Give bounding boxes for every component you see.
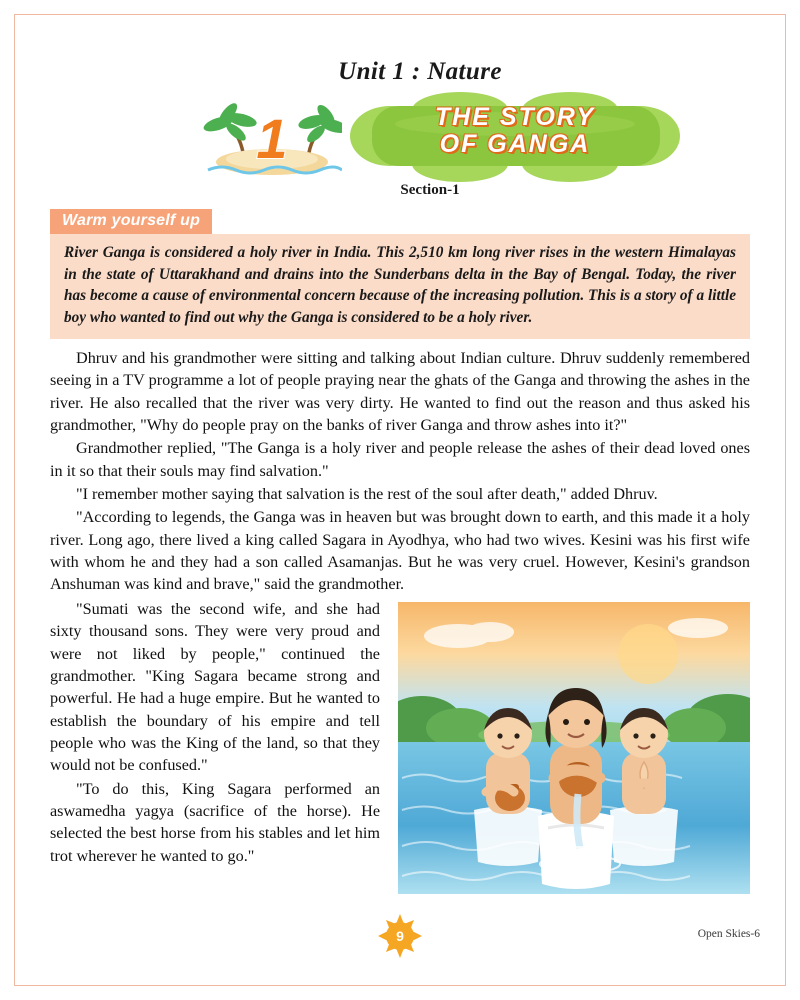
page-footer xyxy=(22,914,778,954)
chapter-title-line1: THE STORY xyxy=(434,103,596,131)
paragraph: Dhruv and his grandmother were sitting and talking about Indian culture. Dhruv suddenly remembered seeing in a TV programme a lot of people praying near the ghats of the Ganga and throwing the ashes in the river. He also recalled that the river was very dirty. He wanted to find out the reason and thus asked his grandmother, "Why do people pray on the banks of river Ganga and throw ashes into it?" xyxy=(50,348,750,434)
unit-title: Unit 1 : Nature xyxy=(338,58,502,85)
svg-text:1: 1 xyxy=(256,107,288,170)
paragraph: Grandmother replied, "The Ganga is a holy river and people release the ashes of their dead loved ones in it so that their souls may find salvation." xyxy=(50,439,750,480)
paragraph: "According to legends, the Ganga was in heaven but was brought down to earth, and this made it a holy river. Long ago, there lived a king called Sagara in Ayodhya, who had two wives. Kesini was his first wife with whom he and they had a son called Asamanjas. But he was very cruel. However, Kesini's grandson Anshuman was kind and brave," said the grandmother. xyxy=(50,508,750,594)
story-illustration-block xyxy=(50,598,750,898)
story-column-text xyxy=(50,598,380,867)
chapter-title xyxy=(350,104,680,158)
chapter-header xyxy=(50,90,750,186)
island-number-icon xyxy=(202,96,342,178)
warm-up-tab: Warm yourself up xyxy=(50,209,212,234)
page-number-star xyxy=(378,914,422,958)
page-number: 9 xyxy=(396,928,404,944)
section-label: Section-1 xyxy=(400,182,460,198)
book-footer-label: Open Skies-6 xyxy=(697,928,760,940)
paragraph: "Sumati was the second wife, and she had sixty thousand sons. They were very proud and were not liked by people," continued the grandmother. "King Sagara became strong and powerful. He had a huge empire. But he wanted to establish the boundary of his empire and tell people who was the King of the land, so that they would not be confused." xyxy=(50,599,380,775)
chapter-title-line2: OF GANGA xyxy=(439,130,591,158)
paragraph: "I remember mother saying that salvation is the rest of the soul after death," added Dhruv. xyxy=(76,485,658,504)
page-content xyxy=(50,18,750,898)
illustration-people-praying-in-river xyxy=(398,602,750,894)
chapter-title-banner xyxy=(350,90,680,182)
story-top-block xyxy=(50,347,750,596)
warm-up-box xyxy=(50,209,750,339)
warm-up-text: River Ganga is considered a holy river in India. This 2,510 km long river rises in the western Himalayas in the state of Uttarakhand and drains into the Sunderbans delta in the Bay of Bengal. Today, the river has become a cause of environmental concern because of the increasing pollution. This is a story of a little boy who wanted to find out why the Ganga is considered to be a holy river. xyxy=(50,234,750,339)
paragraph: "To do this, King Sagara performed an aswamedha yagya (sacrifice of the horse). He selected the best horse from his stables and let him trot wherever he wanted to go." xyxy=(50,779,380,865)
